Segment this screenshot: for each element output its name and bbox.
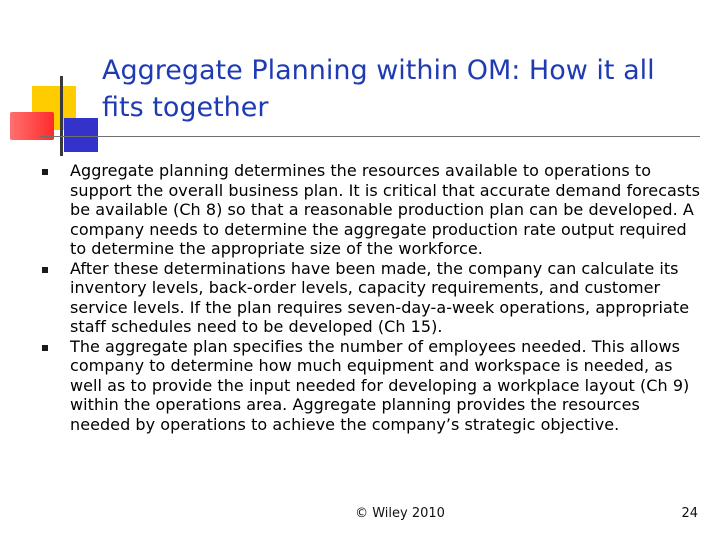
slide-title: Aggregate Planning within OM: How it all fits together [102, 55, 655, 123]
bullet-text: Aggregate planning determines the resources available to operations to support the overall business plan. It is critical that accurate demand forecasts be available (Ch 8) so that a reasonable production plan can be developed. A company needs to determine the aggregate production rate output required to determine the appropriate size of the workforce. [70, 161, 700, 258]
bullet-list [40, 161, 702, 434]
square-bullet-icon [42, 267, 48, 273]
bullet-text: After these determinations have been made, the company can calculate its inventory levels, back-order levels, capacity requirements, and customer service levels. If the plan requires seven-day-a-week operations, appropriate staff schedules need to be developed (Ch 15). [70, 258, 690, 336]
list-item [40, 259, 702, 337]
page-number: 24 [681, 506, 698, 521]
decor-vertical-line [60, 76, 63, 156]
decor-blue-square [64, 118, 98, 152]
list-item [40, 161, 702, 259]
bullet-text: The aggregate plan specifies the number of employees needed. This allows company to determine how much equipment and workspace is needed, as well as to provide the input needed for developing a workplace layout (Ch 9) within the operations area. Aggregate planning provides the resources needed by operations to achieve the company’s strategic objective. [70, 336, 690, 434]
footer-copyright: © Wiley 2010 [355, 506, 445, 521]
list-item [40, 337, 702, 435]
square-bullet-icon [42, 169, 48, 175]
title-divider-line [40, 136, 700, 137]
square-bullet-icon [42, 345, 48, 351]
